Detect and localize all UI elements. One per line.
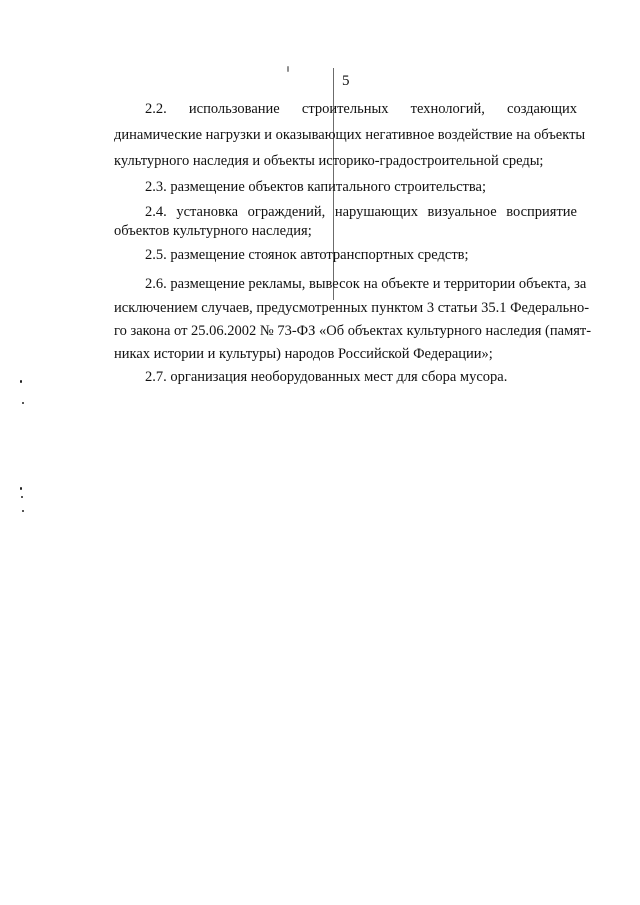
- scan-speck: [22, 402, 24, 404]
- paragraph-2-2-line-3: культурного наследия и объекты историко-градостроительной среды;: [114, 153, 544, 169]
- paragraph-2-6-line-3: го закона от 25.06.2002 № 73-ФЗ «Об объектах культурного наследия (памят-: [114, 323, 592, 339]
- scan-speck: [21, 496, 23, 498]
- paragraph-2-6-line-4: никах истории и культуры) народов Российской Федерации»;: [114, 346, 493, 362]
- paragraph-2-4-line-1: 2.4. установка ограждений, нарушающих визуальное восприятие: [145, 204, 577, 220]
- paragraph-2-7-line-1: 2.7. организация необорудованных мест для сбора мусора.: [145, 369, 508, 385]
- paragraph-2-6-line-1: 2.6. размещение рекламы, вывесок на объекте и территории объекта, за: [145, 276, 587, 292]
- scan-speck: [22, 510, 24, 512]
- paragraph-2-2-line-2: динамические нагрузки и оказывающих негативное воздействие на объекты: [114, 127, 586, 143]
- scan-speck: [20, 380, 22, 383]
- paragraph-2-5-line-1: 2.5. размещение стоянок автотранспортных средств;: [145, 247, 469, 263]
- scan-speck: [20, 487, 22, 490]
- paragraph-2-4-line-2: объектов культурного наследия;: [114, 223, 312, 239]
- page-number: 5: [342, 73, 350, 89]
- paragraph-2-3-line-1: 2.3. размещение объектов капитального строительства;: [145, 179, 487, 195]
- paragraph-2-6-line-2: исключением случаев, предусмотренных пунктом 3 статьи 35.1 Федерально-: [114, 300, 590, 316]
- paragraph-2-2-line-1: 2.2. использование строительных технологий, создающих: [145, 101, 577, 117]
- scan-speck: [287, 66, 289, 72]
